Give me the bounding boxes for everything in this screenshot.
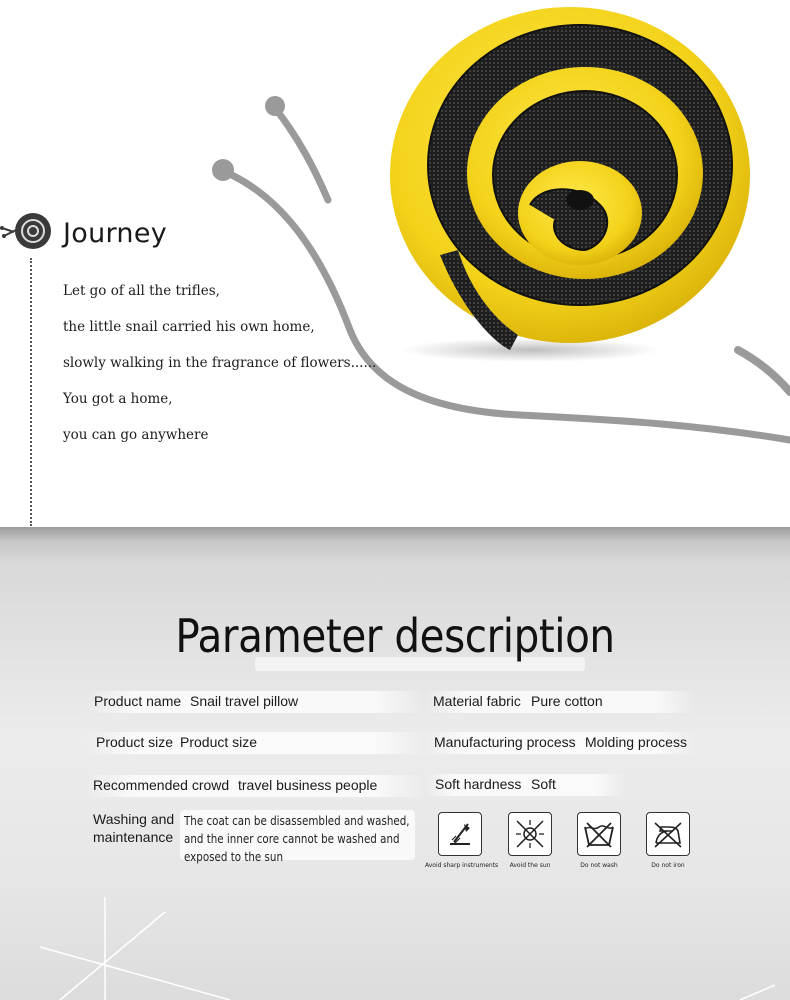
parameter-title: Parameter description bbox=[175, 609, 615, 663]
param-row-crowd bbox=[85, 775, 425, 797]
param-label: Soft hardness bbox=[435, 776, 522, 792]
poem-line: the little snail carried his own home, bbox=[63, 319, 315, 335]
care-item-sun bbox=[495, 812, 565, 869]
param-value: Pure cotton bbox=[531, 693, 603, 709]
poem-line: you can go anywhere bbox=[63, 427, 209, 443]
sun-icon bbox=[508, 812, 552, 856]
param-label: Recommended crowd bbox=[93, 777, 230, 793]
care-caption: Do not iron bbox=[651, 862, 685, 869]
no-iron-icon bbox=[646, 812, 690, 856]
poem-line: slowly walking in the fragrance of flowers...... bbox=[63, 355, 377, 371]
care-caption: Avoid sharp instruments bbox=[425, 862, 499, 869]
journey-poem bbox=[63, 282, 376, 462]
snail-logo-icon bbox=[0, 208, 56, 252]
param-row-material bbox=[425, 691, 695, 713]
care-caption: Do not wash bbox=[580, 862, 618, 869]
dotted-divider bbox=[30, 258, 32, 526]
care-item-no-iron bbox=[633, 812, 703, 869]
param-value: Product size bbox=[180, 734, 258, 750]
param-label: Material fabric bbox=[433, 693, 521, 709]
poem-line: You got a home, bbox=[63, 391, 173, 407]
param-label: Product size bbox=[96, 734, 174, 750]
journey-title: Journey bbox=[63, 218, 168, 249]
washing-line: exposed to the sun bbox=[184, 850, 284, 864]
param-label-washing bbox=[93, 810, 183, 846]
param-value: Snail travel pillow bbox=[190, 693, 299, 709]
washing-description bbox=[184, 812, 410, 866]
washing-label-line: maintenance bbox=[93, 829, 174, 845]
care-item-sharp bbox=[425, 812, 499, 869]
param-label: Product name bbox=[94, 693, 182, 709]
sharp-instrument-icon bbox=[438, 812, 482, 856]
no-wash-icon bbox=[577, 812, 621, 856]
param-row-size bbox=[85, 732, 425, 754]
param-label: Manufacturing process bbox=[434, 734, 576, 750]
param-value: Molding process bbox=[585, 734, 687, 750]
parameter-section bbox=[0, 527, 790, 1000]
param-row-product-name bbox=[85, 691, 425, 713]
care-caption: Avoid the sun bbox=[509, 862, 551, 869]
washing-line: and the inner core cannot be washed and bbox=[184, 832, 400, 846]
background-lines-decoration bbox=[0, 527, 790, 1000]
param-row-process bbox=[425, 732, 695, 754]
param-value: travel business people bbox=[238, 777, 378, 793]
care-item-no-wash bbox=[564, 812, 634, 869]
snail-pillow-image bbox=[380, 5, 750, 365]
poem-line: Let go of all the trifles, bbox=[63, 283, 220, 299]
param-row-hardness bbox=[425, 774, 625, 796]
washing-label-line: Washing and bbox=[93, 811, 175, 827]
param-value: Soft bbox=[531, 776, 556, 792]
washing-line: The coat can be disassembled and washed, bbox=[184, 814, 410, 828]
